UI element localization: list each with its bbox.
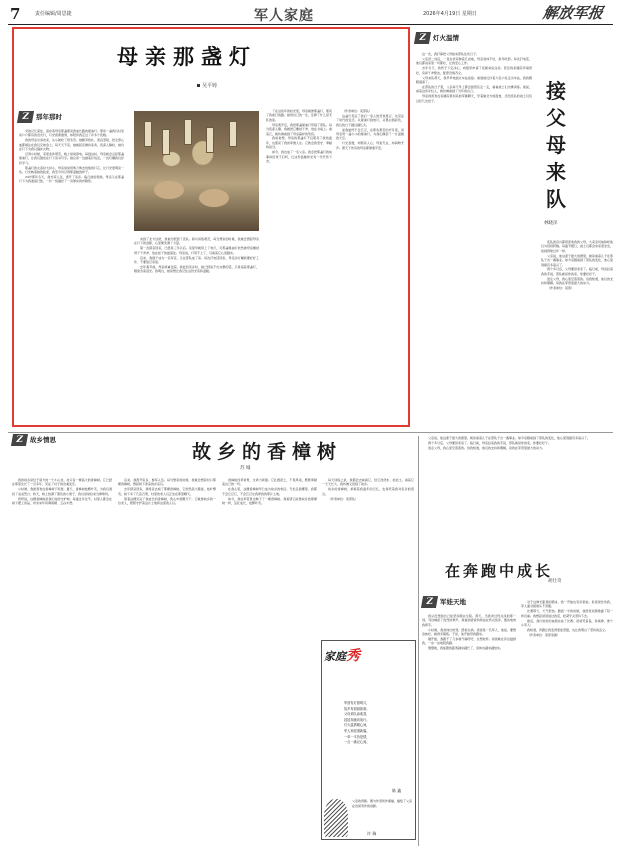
paragraph: 灯光虽微，却照亮人心；母爱无言，却润物无声。愿天下所有的母亲都健康平安。 <box>336 141 404 150</box>
lamp-shape <box>184 119 192 145</box>
run-col-2 <box>521 600 613 846</box>
paragraph: 去年探亲回家，我特意去看了那棵香樟树。它依然高大挺拔，枝叶繁茂。树下多了几张石凳，村里的老人们正坐在那里聊天。 <box>118 487 216 496</box>
poem <box>344 701 414 746</box>
bottom-col-3 <box>222 478 317 844</box>
right-article-title: 接父母来队 <box>546 79 566 211</box>
paragraph: （作者单位：某部队） <box>328 496 359 501</box>
paragraph: 第一次探亲回家，已经是三年以后。家里早就用上了电灯，可那盏煤油灯依然被母亲擦拭得干干净净，放在柜子的最高处。母亲说，灯用不上了，可看着它心里踏实。 <box>134 246 259 255</box>
paragraph: （作者单位：某部） <box>547 286 575 291</box>
poem-line: 军营有灯照明月， <box>344 701 370 705</box>
run-col-1 <box>422 614 516 846</box>
paragraph: 了在这些年的时光里，母亲就像那盏灯，照亮了我前行的路。她用自己的一生，诠释了什么是无私的爱。 <box>266 109 332 122</box>
kicker-denghuo <box>415 30 459 46</box>
paragraph: 父母来队那天，我早早地到火车站迎接。看到他们拎着大包小包走出车站，我的眼眶湿润了。 <box>416 75 532 84</box>
paragraph: 奶奶说，这棵香樟树是我们村的守护神。每逢过年过节，村里人都会在树下摆上供品，祈求来年风调雨顺、五谷丰登。 <box>12 496 112 506</box>
paragraph: （作者单位：某部队） <box>342 109 373 113</box>
paragraph: 连队的官兵都很喜欢我的父母，大家亲切地称呼他们为叔叔阿姨。每逢节假日，战士们都会来家里坐坐，热闹得像过年一样。 <box>541 240 613 253</box>
right-col-2 <box>541 240 613 430</box>
sketch-caption: 父亲的背影。图为作者所作素描，描绘了父亲在田间劳作的身影。 <box>352 799 413 808</box>
column-mark-icon: Z <box>421 596 438 608</box>
poet-name: 陈 鑫 <box>392 788 402 793</box>
bullet-icon <box>197 84 200 87</box>
feature-title: 母亲那盏灯 <box>117 44 257 69</box>
family-show-box <box>321 640 416 840</box>
column-divider <box>418 436 419 846</box>
section-title: 军人家庭 <box>254 8 314 24</box>
poem-line: 一点一滴记心间。 <box>344 740 370 745</box>
bottom-col-4 <box>322 478 414 636</box>
bottom-col-1 <box>12 478 112 844</box>
paragraph: （作者单位：某部家属） <box>527 632 561 637</box>
kicker-label: 故乡情思 <box>30 435 56 444</box>
poem-line: 故乡有树绿如荫。 <box>344 706 370 711</box>
poem-line: 娃娃奔跑向前行。 <box>344 717 370 722</box>
paragraph: 送走父母，我心里空落落的。但我知道，他们的支持和理解，是我在军营里最大的动力。 <box>428 445 546 450</box>
paragraph: 香樟树四季常青，生命力顽强。它扎根泥土，不畏风雨，默默奉献着自己的一切。 <box>222 478 317 487</box>
feature-photo <box>134 111 259 231</box>
paragraph: 而我始终不会忘记，在那些艰苦的岁月里，是母亲用一盏小小的煤油灯，为我们撑起了一片温暖的天空。 <box>336 127 404 141</box>
paragraph: 24岁那年冬天，我光荣入伍，离开了家乡。临行前的夜晚，母亲又在那盏灯下为我准备行装，一针一线缝好了一双厚实的布鞋垫。 <box>19 175 124 184</box>
paragraph: 小时候，我身体比较弱，经常生病。爸爸是一名军人，他说，要想身体好，就得多锻炼。于是，他开始带我跑步。 <box>422 627 516 637</box>
label-suffix: 秀 <box>346 648 360 664</box>
lamp-shape <box>162 129 170 155</box>
column-mark-icon: Z <box>11 434 28 446</box>
feature-article-frame <box>12 27 410 427</box>
column-mark-icon: Z <box>17 111 34 123</box>
poem-line: 军人家庭谱新篇。 <box>344 728 370 733</box>
paragraph: 父亲退二线后，一直在老家种着几亩地，母亲身体不好，常年吃药。每次打电话，他们都说家里一切都好，让我安心工作。 <box>416 56 532 66</box>
paragraph: 去年冬天，我终于下定决心，向组织申请了家属来队住房。营区的家属院环境很好，房间干净整洁，配套设施齐全。 <box>416 66 532 75</box>
paragraph: 这盏灯见证了我们一家人的悲欢离合，也见证了时代的变迁。从煤油灯到电灯，从黑白到彩色，我们的日子越过越红火。 <box>336 113 404 127</box>
feature-col-3 <box>266 109 332 425</box>
poem-line: 灯火温情暖心间， <box>344 723 370 728</box>
feature-col-1 <box>19 129 124 424</box>
paragraph: 父亲说，他这辈子最大的愿望，就是看着儿子在部队干出一番事业。如今亲眼看到了部队的变化，他心里别提有多高兴了。 <box>428 436 591 440</box>
paragraph: 来到了北方边防，我被分配到了连队。新兵训练艰苦，每当想家的时候，我就会想起母亲在灯下的身影，心里便充满了力量。 <box>134 237 259 246</box>
hand-shape <box>199 189 229 207</box>
right-article-author: 林晓泽 <box>544 221 558 226</box>
right-col-1 <box>416 52 532 430</box>
paragraph: 如今，我也成了一名父亲。我会把那盏灯的故事讲给孩子们听，让这份温暖和光亮一代代传下去。 <box>266 150 332 163</box>
paragraph: 去年春节前，母亲病重住院。我赶回家乡时，她已经说不出完整的话，只是指着那盏灯，眼里含着泪光。我明白，她是想让我记住这份光亮和温暖。 <box>134 264 259 274</box>
feature-author-name: 吴平铸 <box>202 83 218 89</box>
kicker-guxiang <box>12 432 56 448</box>
right-lower-text <box>422 436 612 554</box>
lamp-shape <box>229 121 237 147</box>
label-prefix: 家庭 <box>324 650 346 663</box>
paragraph: 我知道，奔跑让我变得更加坚强，也让我明白了坚持的意义。 <box>527 627 609 632</box>
paragraph: 我的故乡是位于南方的一个小山村，村口有一棵高大的香樟树。它已经在那里生长了一百多年，见证了村子的沧桑变迁。 <box>12 478 112 487</box>
kicker-junwa <box>422 594 466 610</box>
page-number: 7 <box>10 5 21 23</box>
paragraph: 如今，我在军营里也种下了一棵香樟树。我希望它能像故乡的那棵树一样，茁壮成长，枝繁叶茂。 <box>222 496 317 506</box>
kicker-label: 军娃天地 <box>440 597 466 606</box>
paragraph: 这一次，我打算把父母接来部队住些日子。 <box>422 52 480 56</box>
hand-shape <box>154 181 184 199</box>
run-article-author: 胡仕奇 <box>548 579 562 584</box>
bottom-article-title: 故乡的香樟树 <box>192 441 343 463</box>
paragraph: 望着这棵见证了我成长的香樟树，我心中感慨万千。它就像故乡的一位老人，默默守护着这片土地和这里的人们。 <box>118 496 216 506</box>
kicker-label: 那年那时 <box>36 112 62 121</box>
masthead <box>8 3 613 25</box>
poem-line: 一草一木皆是情， <box>344 734 370 739</box>
paragraph: 我常常想，母亲的那盏灯不仅照亮了我的童年，也照亮了我的军旅人生。它教会我坚守、奉献和担当。 <box>266 136 332 150</box>
paragraph: 后来，我提干成为一名军官，又在部队成了家。每次打电话回家，母亲总叮嘱我要好好工作，不要惦记家里。 <box>134 255 259 265</box>
feature-author <box>197 84 217 88</box>
paragraph: 两个多月后，父母要回老家了。临行前，母亲拉着我的手说，部队就是你的家，你要好好干。 <box>541 267 613 276</box>
paragraph: 小时候，我最喜欢在香樟树下玩耍。夏天，香樟树枝繁叶茂，为我们遮挡了炎炎烈日；秋天，树上结满了黑色的小果子，我们常常捡来当弹珠玩。 <box>12 487 112 496</box>
bottom-col-2 <box>118 478 216 844</box>
paragraph: 对于这种长距离的跑步，我一开始也有些害怕。但爸爸告诉我，军人面对困难从不退缩。 <box>521 600 613 609</box>
paragraph: 父亲说，他这辈子最大的愿望，就是看着儿子在部队干出一番事业。如今亲眼看到了部队的变化，他心里别提有多高兴了。 <box>541 253 613 267</box>
paragraph: 母亲则喜欢在家属院里和其他军属聊天，学着做北方的面食，还给连队的战士们包过好几次饺子。 <box>416 94 532 103</box>
issue-date: 2026年4月19日 星期日 <box>423 11 477 17</box>
paragraph: 我从没想到自己能坚持跑完全程。那天，当我冲过终点线的那一刻，耳边响起了热烈的掌声，我看到爸爸妈妈站在终点线旁，激动地向我挥手。 <box>422 614 516 627</box>
poem-line: 父母来队添欢喜， <box>344 712 370 717</box>
run-article-title: 在奔跑中成长 <box>445 562 554 580</box>
sketch-author: 许 瑞 <box>367 831 377 836</box>
lamp-shape <box>144 121 152 147</box>
paragraph: 慢慢地，我能跑的距离越来越长了，身体也越来越结实。 <box>428 646 504 651</box>
bottom-article-author: 苏 城 <box>240 466 251 471</box>
paragraph: 刚开始，我跑不了几步就气喘吁吁，总想放弃。爸爸就在旁边鼓励我，一步一步地陪我跑。 <box>422 637 516 646</box>
kicker-nianna <box>18 109 62 125</box>
paragraph: 故乡的香樟树，承载着我童年的记忆，也寄托着我对家乡的思念。 <box>322 487 414 496</box>
newspaper-logo: 解放军报 <box>541 4 605 22</box>
lamp-shape <box>206 127 214 153</box>
paragraph: 两个多月后，父母要回老家了。临行前，母亲拉着我的手说，部队就是你的家，你要好好干。 <box>428 440 552 445</box>
paragraph: 那盏灯的火苗时大时小，母亲常常用剪刀剪去烧焦的灯芯，让灯光更明亮一些。灯光映着她的脸庞，我至今仍记得那温暖的样子。 <box>19 165 124 175</box>
paragraph: 在我心里，这棵香樟树早已成为故乡的象征。无论走到哪里，我都不会忘记它，不会忘记生我养我的那片土地。 <box>222 487 317 496</box>
paragraph: 在部队的日子里，父亲每天早上都会到营区走一走，看看战士们出操训练。他说，看着这些年轻人，就仿佛看到了当年的自己。 <box>416 84 532 94</box>
kicker-label: 灯火温情 <box>433 33 459 42</box>
feature-col-4 <box>336 109 404 425</box>
feature-col-2 <box>134 237 259 425</box>
editors-credit: 责任编辑/周思捷 <box>35 11 72 17</box>
paragraph: 每天训练之余，我都会去看看它，给它浇浇水、松松土。看着它一天天长大，我仿佛又回到了故乡。 <box>322 478 414 487</box>
paragraph: 记得小时候，家里条件艰苦，晚上常常停电。每到这时，母亲就会点起那盏煤油灯，让我们围坐在灯下读书写字。她总是一边做着针线活，一边叮嘱我们好好学习。 <box>19 152 124 165</box>
paragraph: 最后，我以较好的成绩完成了比赛。爸爸笑着说，你真棒，像个小军人！ <box>521 618 613 628</box>
paragraph: 灵的记忆深处，留存着母亲那盏照亮我成长路的煤油灯。那是一盏我们村家家户户都有的旧式灯，灯光昏黄微弱，却陪伴我走过了许多个夜晚。 <box>19 129 124 138</box>
paragraph: 送走父母，我心里空落落的。但我知道，他们的支持和理解，是我在军营里最大的动力。 <box>541 276 613 286</box>
section-divider <box>8 432 613 433</box>
paragraph: 我的母亲出身农家，从小就吃了很多苦。她勤劳俭朴，善良坚韧，把全部心血都倾注在我们兄妹身上。每天天不亮，她就起床操持家务，夜深人静时，她仍在灯下为我们缝补衣物。 <box>19 138 124 152</box>
paragraph: 后来，我离开家乡，参军入伍。每当想家的时候，我就会想起村口那棵香樟树，想起树下乘凉的乡亲们。 <box>118 478 216 487</box>
sketch-image <box>324 799 348 837</box>
paragraph: 母亲离开后，我把那盏煤油灯带到了部队。每当夜深人静，我就把它擦拭干净，放在书桌上。看着它，就仿佛看到了母亲慈祥的笑容。 <box>266 122 332 136</box>
family-show-label <box>324 645 360 665</box>
column-mark-icon: Z <box>414 32 431 44</box>
paragraph: 比赛那天，天气很热。跑到一半的时候，我感觉双腿像灌了铅一样沉重。我想起爸爸说过的话，咬紧牙关坚持下去。 <box>521 609 613 618</box>
